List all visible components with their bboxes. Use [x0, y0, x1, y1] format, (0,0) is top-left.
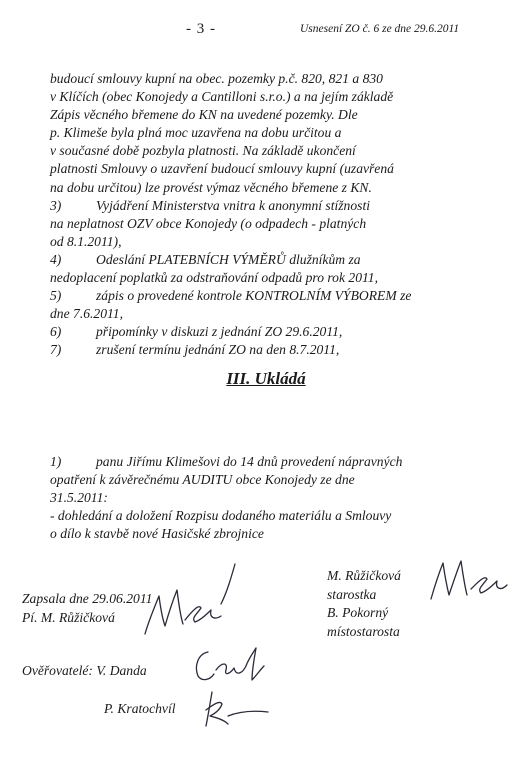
line-text: opatření k závěrečnému AUDITU obce Konojedy ze dne: [50, 472, 355, 488]
text-line: [50, 489, 520, 507]
recorder-block: [22, 590, 152, 627]
page-number: - 3 -: [186, 21, 216, 37]
text-line: [50, 507, 520, 525]
text-line: [50, 215, 520, 233]
line-text: budoucí smlouvy kupní na obec. pozemky p.č. 820, 821 a 830: [50, 71, 383, 86]
text-line: [50, 142, 520, 160]
mayor-title: starostka: [327, 586, 377, 602]
deputy-name: B. Pokorný: [327, 605, 389, 620]
line-text: platnosti Smlouvy o uzavření budoucí smlouvy kupní (uzavřená: [50, 161, 394, 177]
line-text: p. Klimeše byla plná moc uzavřena na dobu určitou a: [50, 125, 342, 141]
recorder-label: Zapsala dne 29.06.2011: [22, 591, 153, 606]
line-text: - dohledání a doložení Rozpisu dodaného materiálu a Smlouvy: [50, 508, 392, 524]
line-text: Odeslání PLATEBNÍCH VÝMĚRŮ dlužníkům za: [96, 251, 361, 267]
text-line: [50, 88, 520, 106]
resolution-body: [50, 70, 520, 360]
text-line: [50, 525, 520, 543]
text-line: [50, 269, 520, 287]
item-number: 4): [50, 251, 62, 267]
mayor-name: M. Růžičková: [327, 568, 401, 583]
line-text: nedoplacení poplatků za odstraňování odpadů pro rok 2011,: [50, 270, 378, 286]
line-text: v současné době pozbyla platnosti. Na základě ukončení: [50, 143, 356, 159]
text-line: [50, 106, 520, 124]
line-text: Vyjádření Ministerstva vnitra k anonymní stížnosti: [96, 197, 370, 213]
verifier-1-signature: [190, 640, 270, 690]
mayor-block: [327, 567, 401, 641]
line-text: v Klíčích (obec Konojedy a Cantilloni s.r.o.) a na jejím základě: [50, 89, 394, 105]
section-title: III. Ukládá: [226, 369, 306, 388]
item-number: 5): [50, 288, 62, 304]
line-text: 31.5.2011:: [50, 490, 108, 506]
line-text: zrušení termínu jednání ZO na den 8.7.2011,: [96, 342, 340, 358]
item-number: 3): [50, 197, 62, 213]
line-text: na dobu určitou) lze provést výmaz věcného břemene z KN.: [50, 179, 372, 195]
text-line: [50, 160, 520, 178]
task-list: [50, 453, 520, 543]
mayor-signature: [425, 555, 510, 605]
text-line: [50, 233, 520, 251]
text-line: [50, 70, 520, 88]
verifier-2: P. Kratochvíl: [104, 701, 176, 716]
line-text: zápis o provedené kontrole KONTROLNÍM VÝBOREM ze: [96, 288, 412, 304]
item-number: 1): [50, 454, 62, 469]
recorder-name: Pí. M. Růžičková: [22, 609, 115, 625]
text-line: [50, 341, 520, 359]
line-text: na neplatnost OZV obce Konojedy (o odpadech - platných: [50, 215, 367, 231]
verifiers-label: Ověřovatelé: V. Danda: [22, 663, 147, 678]
line-text: panu Jiřímu Klimešovi do 14 dnů provedení nápravných: [96, 454, 403, 469]
recorder-signature: [135, 560, 245, 640]
line-text: připomínky v diskuzi z jednání ZO 29.6.2011,: [96, 324, 343, 340]
item-number: 6): [50, 324, 62, 340]
text-line: [50, 471, 520, 489]
item-number: 7): [50, 342, 62, 358]
text-line: [50, 453, 520, 471]
text-line: [50, 197, 520, 215]
text-line: [50, 251, 520, 269]
text-line: [50, 305, 520, 323]
line-text: od 8.1.2011),: [50, 233, 122, 249]
deputy-title: místostarosta: [327, 623, 400, 639]
resolution-reference: Usnesení ZO č. 6 ze dne 29.6.2011: [300, 23, 460, 35]
line-text: Zápis věcného břemene do KN na uvedené pozemky. Dle: [50, 107, 358, 123]
line-text: o dílo k stavbě nové Hasičské zbrojnice: [50, 526, 264, 542]
text-line: [50, 323, 520, 341]
line-text: dne 7.6.2011,: [50, 306, 123, 322]
text-line: [50, 179, 520, 197]
verifier-2-signature: [198, 686, 278, 731]
text-line: [50, 287, 520, 305]
text-line: [50, 124, 520, 142]
